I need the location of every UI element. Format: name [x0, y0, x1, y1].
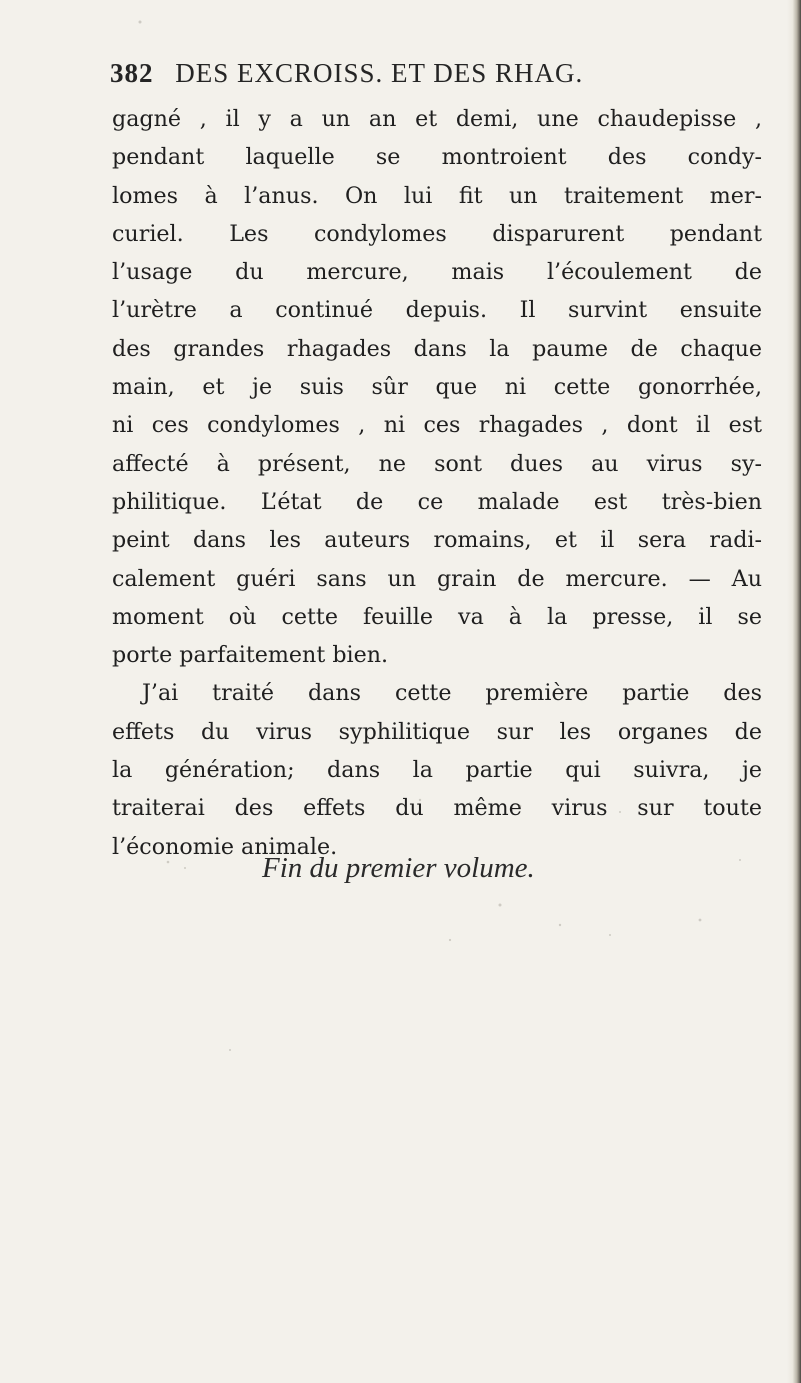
text-line: ni ces condylomes , ni ces rhagades , dont il est	[112, 412, 762, 439]
text-line: la génération; dans la partie qui suivra, je	[112, 757, 762, 784]
running-header	[110, 58, 670, 98]
text-line: l’urètre a continué depuis. Il survint ensuite	[112, 297, 762, 324]
text-line: peint dans les auteurs romains, et il sera radi-	[112, 527, 762, 554]
page-number: 382	[110, 58, 154, 88]
text-line: philitique. L’état de ce malade est très-bien	[112, 488, 762, 515]
text-line: effets du virus syphilitique sur les organes de	[112, 718, 762, 745]
text-line: traiterai des effets du même virus sur toute	[112, 795, 762, 822]
text-line: affecté à présent, ne sont dues au virus sy-	[112, 450, 762, 477]
running-title: DES EXCROISS. ET DES RHAG.	[175, 58, 584, 88]
text-line: l’usage du mercure, mais l’écoulement de	[112, 259, 762, 286]
text-line: moment où cette feuille va à la presse, il se	[112, 603, 762, 630]
text-line: des grandes rhagades dans la paume de chaque	[112, 335, 762, 362]
text-line: porte parfaitement bien.	[112, 642, 389, 669]
text-line: curiel. Les condylomes disparurent pendant	[112, 220, 762, 247]
text-line: main, et je suis sûr que ni cette gonorrhée,	[112, 374, 762, 401]
text-line: calement guéri sans un grain de mercure. — Au	[112, 565, 762, 592]
closing-line: Fin du premier volume.	[262, 852, 535, 884]
body-text	[112, 100, 762, 866]
text-line: l’économie animale.	[112, 833, 338, 860]
page-edge-shadow	[787, 0, 801, 1383]
text-line: pendant laquelle se montroient des condy-	[112, 144, 762, 171]
text-line: lomes à l’anus. On lui fit un traitement mer-	[112, 182, 762, 209]
text-line: J’ai traité dans cette première partie des	[142, 680, 762, 707]
text-line: gagné , il y a un an et demi, une chaudepisse ,	[112, 106, 762, 132]
